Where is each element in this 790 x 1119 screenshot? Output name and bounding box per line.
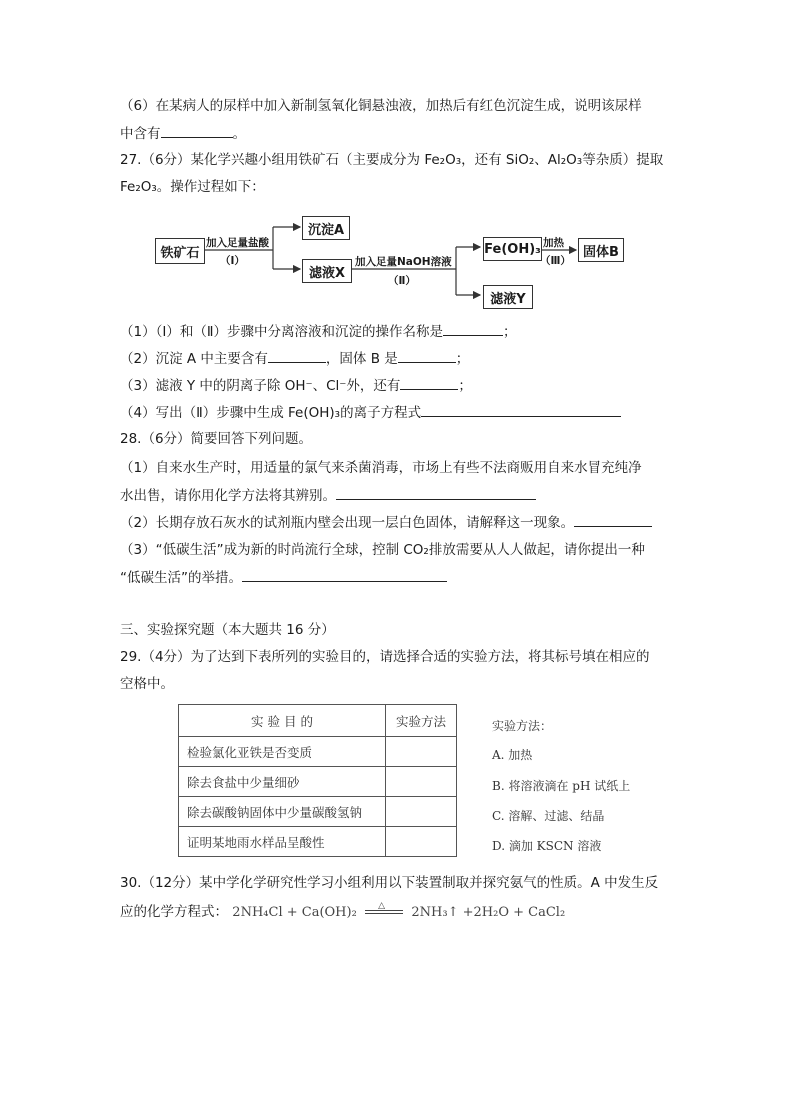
- table-row: [179, 797, 457, 827]
- method-answer-cell[interactable]: [386, 797, 457, 827]
- q29-line1: 29.（4分）为了达到下表所列的实验目的，请选择合适的实验方法，将其标号填在相应的: [120, 649, 650, 665]
- feoh3-box: Fe(OH)₃: [483, 237, 542, 261]
- q29-line2: 空格中。: [120, 676, 174, 692]
- method-option-b: B. 将溶液滴在 pH 试纸上: [492, 779, 631, 793]
- q30-line2: 应的化学方程式： 2NH₄Cl + Ca(OH)₂ △ 2NH₃↑ +2H₂O + CaCl₂: [120, 902, 565, 923]
- step1-reagent: 加入足量盐酸: [206, 237, 269, 249]
- table-header-row: [179, 705, 457, 737]
- table-row: [179, 827, 457, 857]
- q30-line1: 30.（12分）某中学化学研究性学习小组利用以下装置制取并探究氨气的性质。A 中发生反: [120, 875, 659, 891]
- table-row: [179, 767, 457, 797]
- q28-sub1-line1: （1）自来水生产时，用适量的氯气来杀菌消毒，市场上有些不法商贩用自来水冒充纯净: [120, 460, 642, 476]
- q26-line1: （6）在某病人的尿样中加入新制氢氧化铜悬浊液，加热后有红色沉淀生成，说明该尿样: [120, 98, 642, 114]
- q26-line2: 中含有 。: [120, 123, 246, 144]
- answer-blank[interactable]: [400, 375, 458, 390]
- q28-sub3-line1: （3）“低碳生活”成为新的时尚流行全球，控制 CO₂排放需要从人人做起，请你提出一种: [120, 542, 645, 558]
- filtrate-x-box: 滤液X: [302, 259, 352, 283]
- header-method: 实验方法: [386, 705, 457, 737]
- method-option-c: C. 溶解、过滤、结晶: [492, 809, 605, 823]
- filtrate-y-box: 滤液Y: [483, 285, 533, 309]
- step1-label: （Ⅰ）: [220, 255, 245, 267]
- step3-label: （Ⅲ）: [540, 255, 571, 267]
- method-answer-cell[interactable]: [386, 827, 457, 857]
- q27-sub4: （4）写出（Ⅱ）步骤中生成 Fe(OH)₃的离子方程式: [120, 402, 621, 423]
- q27-sub2: （2）沉淀 A 中主要含有 ，固体 B 是 ；: [120, 348, 469, 369]
- answer-blank[interactable]: [161, 123, 233, 138]
- process-flow-diagram: [150, 205, 630, 310]
- method-option-d: D. 滴加 KSCN 溶液: [492, 839, 602, 853]
- answer-blank[interactable]: [574, 512, 652, 527]
- q27-line1: 27.（6分）某化学兴趣小组用铁矿石（主要成分为 Fe₂O₃，还有 SiO₂、Al₂O₃等杂质）提取: [120, 152, 664, 168]
- experiment-table: [178, 704, 457, 857]
- q28-sub3-line2: “低碳生活”的举措。: [120, 567, 447, 588]
- ore-box: 铁矿石: [155, 238, 205, 264]
- answer-blank[interactable]: [242, 567, 447, 582]
- header-purpose: 实 验 目 的: [179, 705, 386, 737]
- answer-blank[interactable]: [398, 348, 456, 363]
- methods-title: 实验方法：: [492, 719, 553, 733]
- answer-blank[interactable]: [443, 321, 503, 336]
- answer-blank[interactable]: [421, 402, 621, 417]
- step2-label: （Ⅱ）: [388, 275, 416, 287]
- method-answer-cell[interactable]: [386, 737, 457, 767]
- solid-b-box: 固体B: [578, 238, 624, 262]
- q28-sub2: （2）长期存放石灰水的试剂瓶内壁会出现一层白色固体，请解释这一现象。: [120, 512, 652, 533]
- answer-blank[interactable]: [336, 485, 536, 500]
- q28-title: 28.（6分）简要回答下列问题。: [120, 431, 313, 447]
- precipitate-a-box: 沉淀A: [302, 216, 350, 240]
- equation-reactants: 2NH₄Cl + Ca(OH)₂: [232, 905, 357, 920]
- purpose-cell: 除去碳酸钠固体中少量碳酸氢钠: [179, 797, 386, 827]
- method-option-a: A. 加热: [492, 748, 533, 762]
- step2-reagent: 加入足量NaOH溶液: [355, 256, 452, 268]
- equation-products: 2NH₃↑ +2H₂O + CaCl₂: [411, 905, 566, 920]
- purpose-cell: 证明某地雨水样品呈酸性: [179, 827, 386, 857]
- table-row: [179, 737, 457, 767]
- purpose-cell: 除去食盐中少量细砂: [179, 767, 386, 797]
- purpose-cell: 检验氯化亚铁是否变质: [179, 737, 386, 767]
- q27-sub1: （1）（Ⅰ）和（Ⅱ）步骤中分离溶液和沉淀的操作名称是 ；: [120, 321, 516, 342]
- step3-reagent: 加热: [543, 237, 564, 249]
- answer-blank[interactable]: [268, 348, 326, 363]
- q28-sub1-line2: 水出售，请你用化学方法将其辨别。: [120, 485, 536, 506]
- q27-line2: Fe₂O₃。操作过程如下：: [120, 179, 265, 195]
- heat-condition: △: [378, 901, 386, 911]
- equation-condition-arrow: [365, 901, 403, 919]
- section-3-title: 三、实验探究题（本大题共 16 分）: [120, 622, 335, 638]
- method-answer-cell[interactable]: [386, 767, 457, 797]
- q27-sub3: （3）滤液 Y 中的阴离子除 OH⁻、Cl⁻外，还有 ；: [120, 375, 472, 396]
